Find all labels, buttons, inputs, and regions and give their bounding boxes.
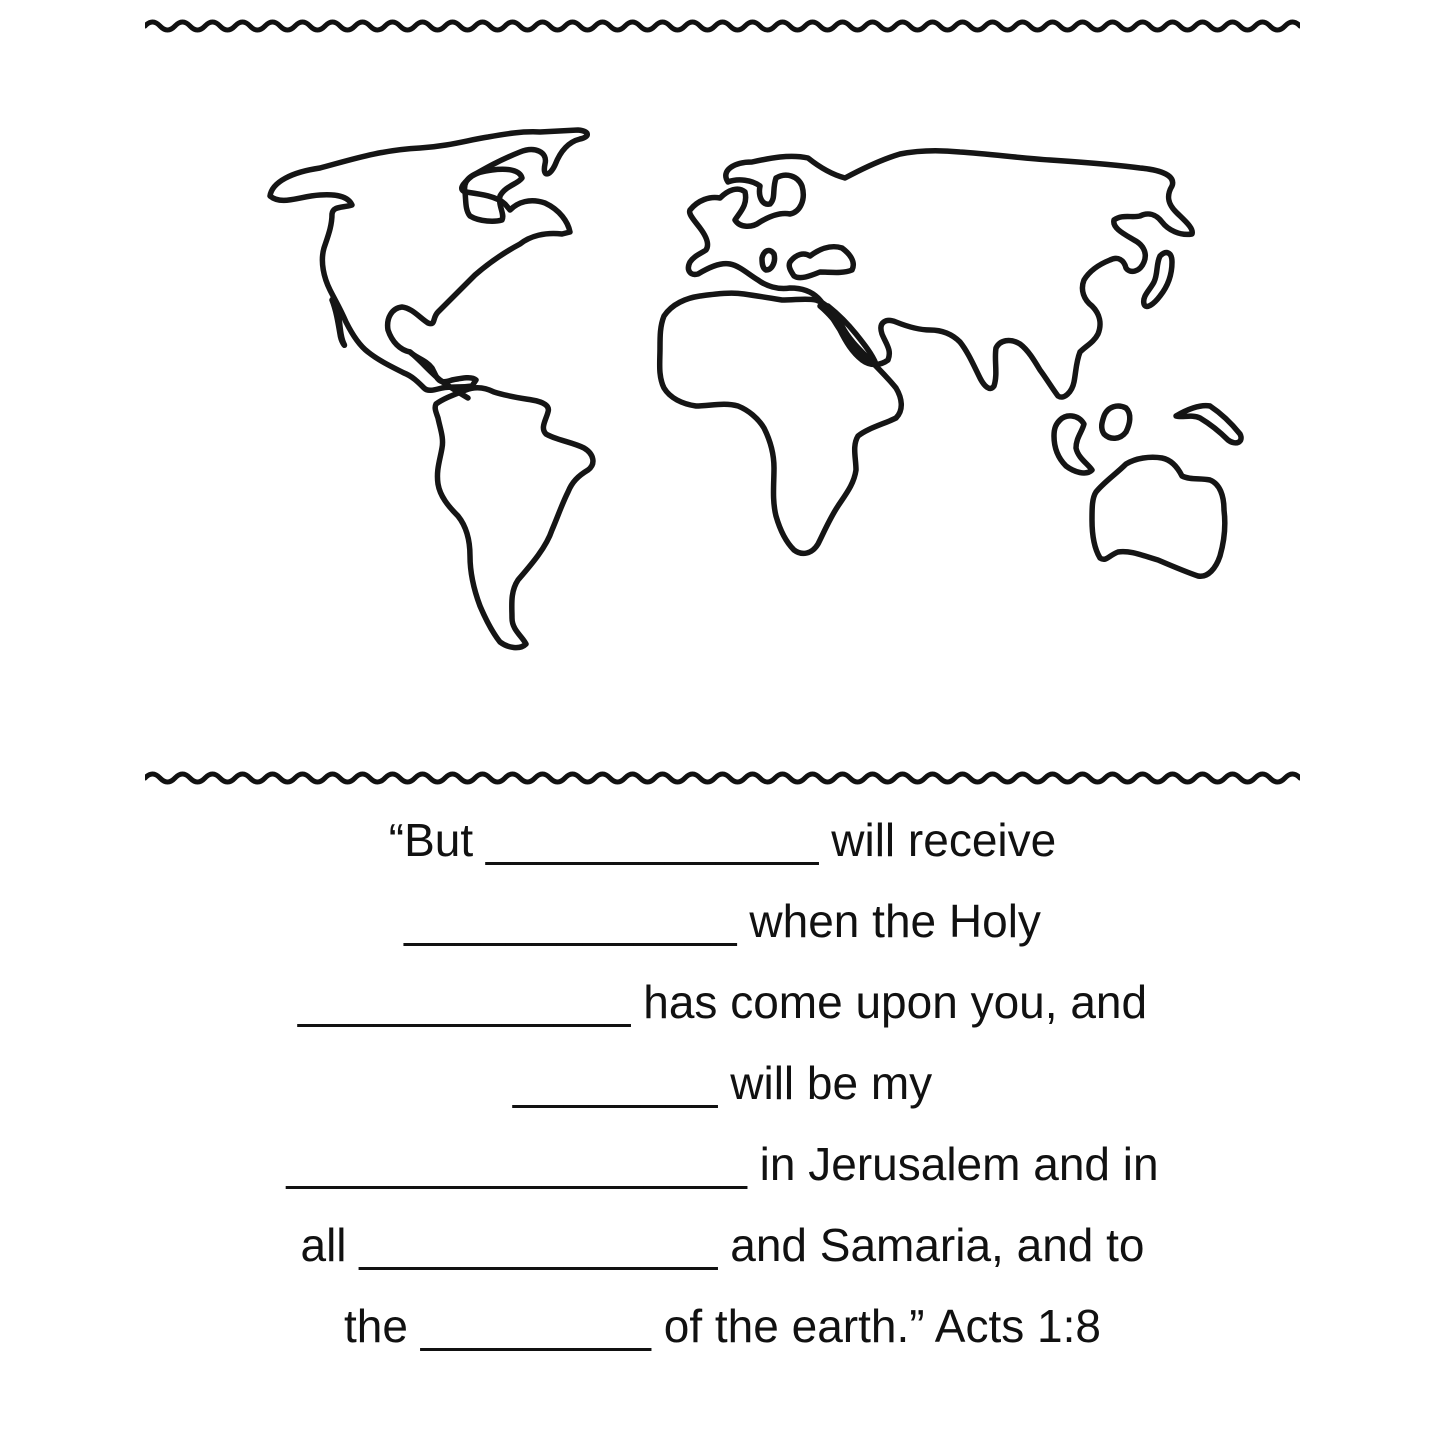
borneo-outline [1102, 406, 1130, 438]
north-america-outline [270, 130, 587, 390]
arabian-peninsula-outline [820, 306, 876, 364]
top-wavy-divider [145, 14, 1300, 38]
italy-outline [762, 251, 775, 270]
world-map-illustration [255, 115, 1265, 665]
europe-outline [688, 151, 1192, 397]
verse-line-1: “But _____________ will receive [388, 814, 1057, 866]
balkan-outline [789, 247, 853, 278]
africa-outline [660, 293, 902, 553]
verse-line-7: the _________ of the earth.” Acts 1:8 [343, 1300, 1101, 1352]
verse-line-3: _____________ has come upon you, and [297, 976, 1148, 1028]
bottom-wavy-divider [145, 766, 1300, 790]
verse-line-2: _____________ when the Holy [404, 895, 1041, 947]
sumatra-outline [1054, 416, 1092, 473]
baja-outline [332, 299, 344, 346]
australia-outline [1092, 457, 1225, 576]
fill-in-the-blank-verse [0, 800, 1445, 1367]
south-america-outline [435, 388, 593, 648]
verse-line-4: ________ will be my [512, 1057, 933, 1109]
japan-outline [1144, 253, 1172, 307]
new-guinea-outline [1176, 406, 1241, 443]
verse-line-6: all ______________ and Samaria, and to [300, 1219, 1145, 1271]
verse-line-5: __________________ in Jerusalem and in [286, 1138, 1159, 1190]
